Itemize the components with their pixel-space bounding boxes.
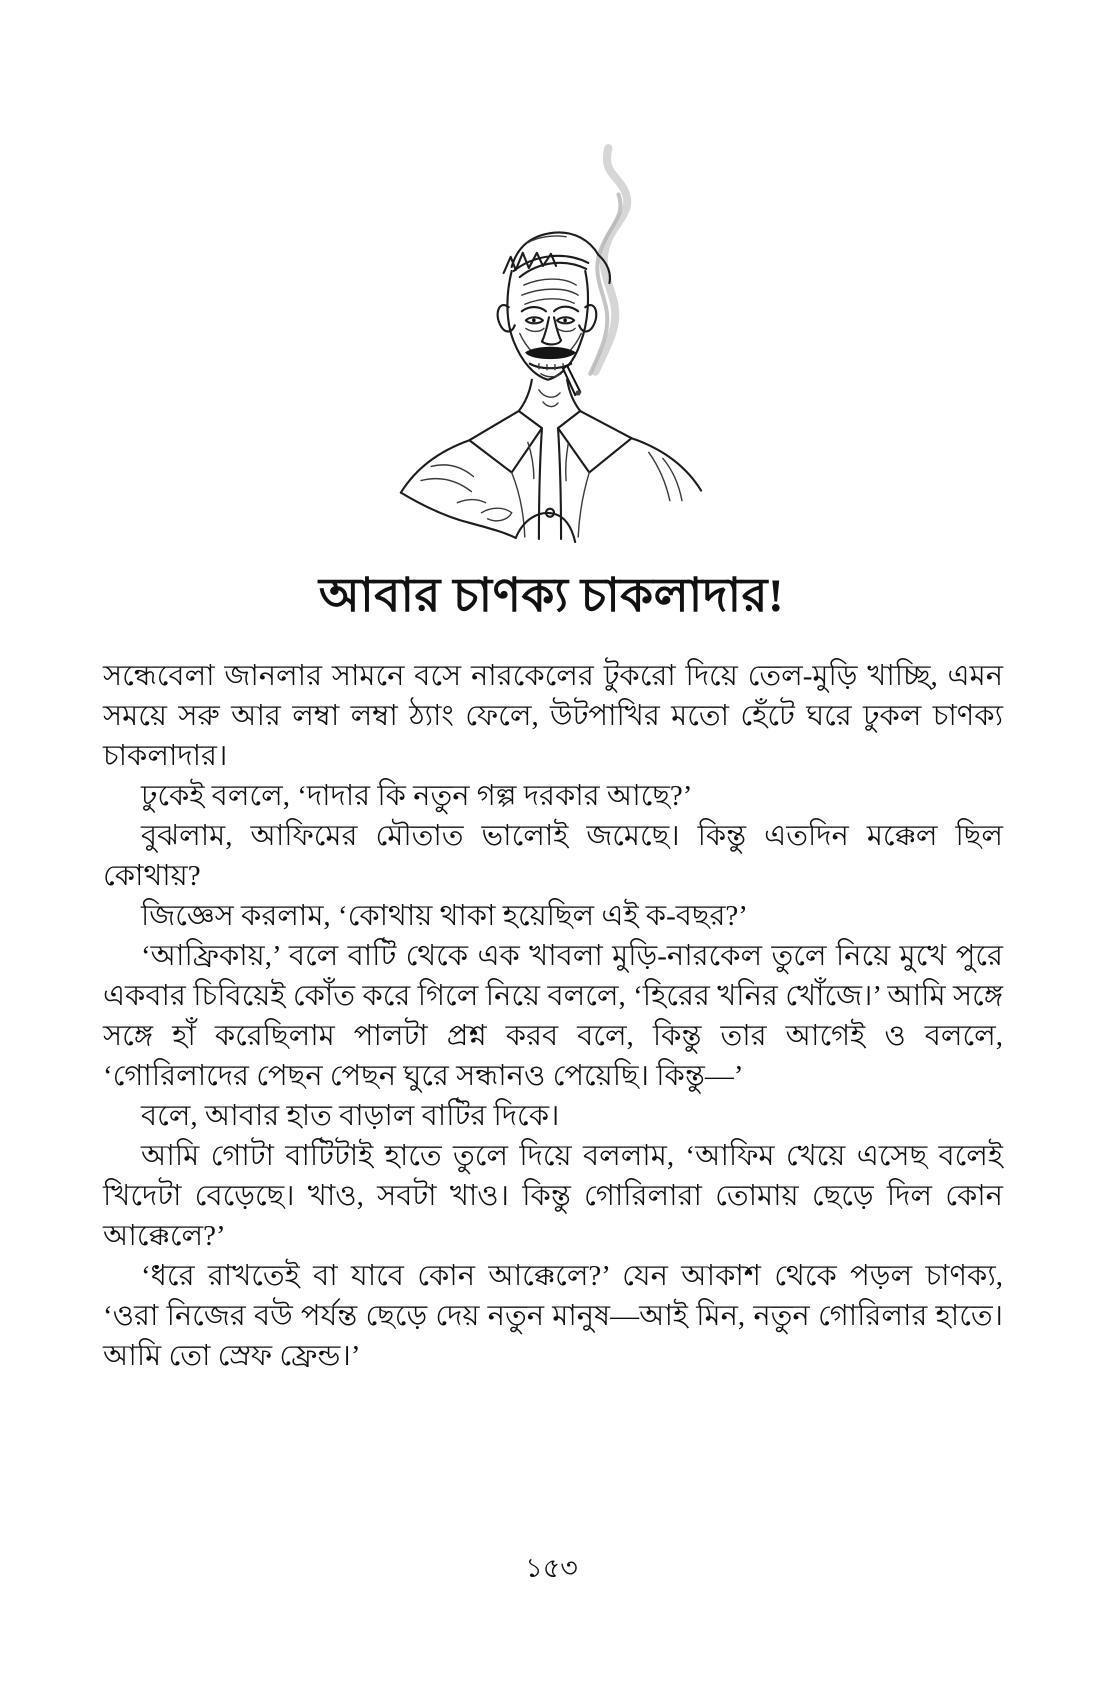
- smoking-man-sketch-icon: [357, 138, 747, 546]
- story-paragraph-8: ‘ধরে রাখতেই বা যাবে কোন আক্কেলে?’ যেন আকাশ থেকে পড়ল চাণক্য, ‘ওরা নিজের বউ পর্যন্ত ছেড়ে দেয় নতুন মানুষ—আই মিন, নতুন গোরিলার হাতে। আমি তো স্রেফ ফ্রেন্ড।’: [103, 1260, 1003, 1373]
- story-paragraph-2: ঢুকেই বললে, ‘দাদার কি নতুন গল্প দরকার আছে?’: [141, 780, 693, 813]
- story-paragraph-3: বুঝলাম, আফিমের মৌতাত ভালোই জমেছে। কিন্তু এতদিন মক্কেল ছিল কোথায়?: [103, 820, 1003, 893]
- page-number: ১৫৩: [525, 1553, 578, 1583]
- story-paragraph-7: আমি গোটা বাটিটাই হাতে তুলে দিয়ে বললাম, ‘আফিম খেয়ে এসেছ বলেই খিদেটা বেড়েছে। খাও, সবটা খাও। কিন্তু গোরিলারা তোমায় ছেড়ে দিল কোন আক্কেলে?’: [103, 1140, 1003, 1253]
- chapter-title: আবার চাণক্য চাকলাদার!: [318, 570, 785, 622]
- story-paragraph-4: জিজ্ঞেস করলাম, ‘কোথায় থাকা হয়েছিল এই ক-বছর?’: [141, 900, 748, 933]
- story-paragraph-5: ‘আফ্রিকায়,’ বলে বাটি থেকে এক খাবলা মুড়ি-নারকেল তুলে নিয়ে মুখে পুরে একবার চিবিয়েই কোঁত করে গিলে নিয়ে বললে, ‘হিরের খনির খোঁজে।’ আমি সঙ্গে সঙ্গে হাঁ করেছিলাম পালটা প্রশ্ন করব বলে, কিন্তু তার আগেই ও বললে, ‘গোরিলাদের পেছন পেছন ঘুরে সন্ধানও পেয়েছি। কিন্তু—’: [103, 940, 1003, 1093]
- smoking-man-illustration: [357, 138, 747, 546]
- story-paragraph-6: বলে, আবার হাত বাড়াল বাটির দিকে।: [141, 1100, 560, 1133]
- story-text: [0, 656, 1103, 1376]
- story-paragraph-1: সন্ধেবেলা জানলার সামনে বসে নারকেলের টুকরো দিয়ে তেল-মুড়ি খাচ্ছি, এমন সময়ে সরু আর লম্বা লম্বা ঠ্যাং ফেলে, উটপাখির মতো হেঁটে ঘরে ঢুকল চাণক্য চাকলাদার।: [103, 660, 1003, 773]
